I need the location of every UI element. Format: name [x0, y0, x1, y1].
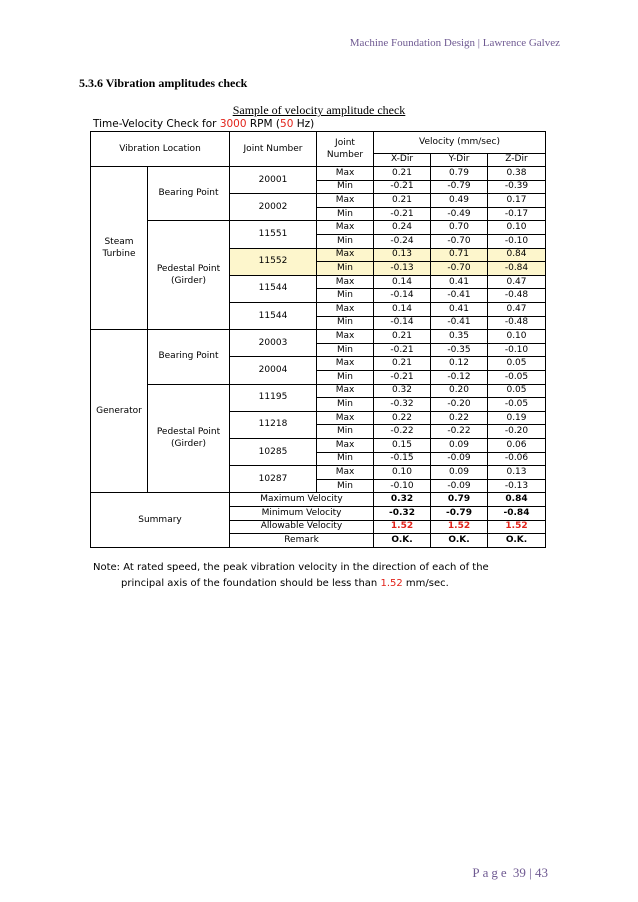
steam-turbine-pedestal-point: Pedestal Point (Girder) [148, 221, 230, 330]
velocity-cell: -0.12 [431, 371, 488, 385]
summary-max-value: 0.79 [431, 493, 488, 507]
header-z-dir: Z-Dir [488, 153, 546, 167]
velocity-cell: -0.20 [431, 398, 488, 412]
velocity-cell: 0.20 [431, 384, 488, 398]
min-label-cell: Min [317, 371, 374, 385]
velocity-cell: 0.21 [374, 167, 431, 181]
velocity-cell: 0.47 [488, 275, 546, 289]
velocity-cell: 0.15 [374, 438, 431, 452]
summary-allowable-value: 1.52 [374, 520, 431, 534]
min-label-cell: Min [317, 316, 374, 330]
steam-turbine-bearing-point: Bearing Point [148, 167, 230, 221]
velocity-cell: -0.21 [374, 180, 431, 194]
velocity-cell: -0.09 [431, 479, 488, 493]
table-header-row [91, 132, 546, 154]
max-label-cell: Max [317, 357, 374, 371]
joint-number-cell: 11195 [230, 384, 317, 411]
velocity-cell: -0.21 [374, 207, 431, 221]
table-row [91, 221, 546, 235]
velocity-cell: 0.35 [431, 330, 488, 344]
velocity-cell: 0.13 [488, 466, 546, 480]
min-label-cell: Min [317, 398, 374, 412]
min-label-cell: Min [317, 180, 374, 194]
min-label-cell: Min [317, 262, 374, 276]
velocity-cell: -0.21 [374, 343, 431, 357]
max-label-cell: Max [317, 248, 374, 262]
velocity-cell: 0.22 [431, 411, 488, 425]
velocity-cell: -0.49 [431, 207, 488, 221]
velocity-cell: 0.05 [488, 384, 546, 398]
section-heading: 5.3.6 Vibration amplitudes check [79, 76, 248, 90]
velocity-cell: -0.10 [488, 343, 546, 357]
velocity-cell: -0.05 [488, 398, 546, 412]
summary-max-label: Maximum Velocity [230, 493, 374, 507]
velocity-cell: 0.41 [431, 303, 488, 317]
min-label-cell: Min [317, 235, 374, 249]
velocity-cell: 0.17 [488, 194, 546, 208]
velocity-cell: -0.10 [374, 479, 431, 493]
table-row [91, 330, 546, 344]
note-allowable-value: 1.52 [380, 578, 403, 589]
max-label-cell: Max [317, 167, 374, 181]
joint-number-cell: 20004 [230, 357, 317, 384]
min-label-cell: Min [317, 207, 374, 221]
velocity-cell: 0.21 [374, 330, 431, 344]
max-label-cell: Max [317, 275, 374, 289]
velocity-cell: 0.05 [488, 357, 546, 371]
summary-remark-value: O.K. [488, 534, 546, 548]
summary-max-value: 0.84 [488, 493, 546, 507]
joint-number-cell: 20003 [230, 330, 317, 357]
velocity-cell: 0.24 [374, 221, 431, 235]
max-label-cell: Max [317, 466, 374, 480]
velocity-cell: 0.10 [488, 221, 546, 235]
joint-number-cell: 11218 [230, 411, 317, 438]
summary-min-value: -0.79 [431, 506, 488, 520]
max-label-cell: Max [317, 221, 374, 235]
velocity-cell: 0.21 [374, 194, 431, 208]
min-label-cell: Min [317, 425, 374, 439]
velocity-table [90, 131, 546, 548]
velocity-cell: -0.35 [431, 343, 488, 357]
header-joint-number: Joint Number [230, 132, 317, 167]
velocity-cell: -0.70 [431, 262, 488, 276]
table-note [93, 560, 489, 592]
joint-number-cell: 10285 [230, 438, 317, 465]
velocity-cell: 0.84 [488, 248, 546, 262]
table-title-prefix: Time-Velocity Check for [93, 118, 220, 130]
velocity-cell: 0.47 [488, 303, 546, 317]
max-label-cell: Max [317, 411, 374, 425]
location-steam-turbine: Steam Turbine [91, 167, 148, 330]
velocity-cell: 0.21 [374, 357, 431, 371]
table-title-suffix: Hz) [293, 118, 315, 130]
note-line-1: Note: At rated speed, the peak vibration velocity in the direction of each of the [93, 562, 489, 573]
velocity-cell: -0.84 [488, 262, 546, 276]
header-vibration-location: Vibration Location [91, 132, 230, 167]
velocity-cell: -0.06 [488, 452, 546, 466]
velocity-cell: -0.13 [488, 479, 546, 493]
min-label-cell: Min [317, 289, 374, 303]
header-x-dir: X-Dir [374, 153, 431, 167]
velocity-cell: 0.41 [431, 275, 488, 289]
table-row [91, 167, 546, 181]
joint-number-cell: 20001 [230, 167, 317, 194]
table-title [93, 118, 314, 130]
velocity-cell: 0.10 [488, 330, 546, 344]
velocity-cell: 0.13 [374, 248, 431, 262]
rpm-value: 3000 [219, 118, 247, 130]
velocity-cell: 0.19 [488, 411, 546, 425]
velocity-cell: 0.71 [431, 248, 488, 262]
max-label-cell: Max [317, 194, 374, 208]
summary-label: Summary [91, 493, 230, 547]
note-line-2-prefix: principal axis of the foundation should be less than [121, 578, 381, 589]
summary-allowable-value: 1.52 [488, 520, 546, 534]
min-label-cell: Min [317, 452, 374, 466]
velocity-cell: -0.32 [374, 398, 431, 412]
page-footer: Page 39 | 43 [472, 865, 548, 880]
page-number: 39 [512, 865, 526, 880]
velocity-cell: 0.14 [374, 275, 431, 289]
joint-number-cell: 10287 [230, 466, 317, 493]
velocity-cell: -0.15 [374, 452, 431, 466]
velocity-cell: 0.14 [374, 303, 431, 317]
joint-number-cell: 11552 [230, 248, 317, 275]
header-joint-number-2: Joint Number [317, 132, 374, 167]
summary-min-label: Minimum Velocity [230, 506, 374, 520]
velocity-cell: -0.24 [374, 235, 431, 249]
velocity-cell: -0.48 [488, 289, 546, 303]
note-line-2-suffix: mm/sec. [402, 578, 449, 589]
table-title-mid: RPM ( [246, 118, 281, 130]
velocity-cell: -0.21 [374, 371, 431, 385]
hz-value: 50 [280, 118, 294, 130]
summary-remark-label: Remark [230, 534, 374, 548]
velocity-cell: -0.09 [431, 452, 488, 466]
min-label-cell: Min [317, 343, 374, 357]
summary-allowable-label: Allowable Velocity [230, 520, 374, 534]
velocity-cell: -0.10 [488, 235, 546, 249]
velocity-cell: -0.79 [431, 180, 488, 194]
velocity-cell: 0.70 [431, 221, 488, 235]
figure-caption: Sample of velocity amplitude check [232, 103, 406, 117]
velocity-cell: 0.06 [488, 438, 546, 452]
note-line-2 [93, 576, 489, 592]
location-generator: Generator [91, 330, 148, 493]
max-label-cell: Max [317, 438, 374, 452]
generator-pedestal-point: Pedestal Point (Girder) [148, 384, 230, 493]
summary-max-value: 0.32 [374, 493, 431, 507]
velocity-cell: -0.13 [374, 262, 431, 276]
velocity-cell: -0.17 [488, 207, 546, 221]
velocity-cell: 0.09 [431, 438, 488, 452]
velocity-cell: 0.10 [374, 466, 431, 480]
velocity-cell: -0.48 [488, 316, 546, 330]
velocity-cell: 0.49 [431, 194, 488, 208]
summary-row [91, 493, 546, 507]
joint-number-cell: 11544 [230, 275, 317, 302]
min-label-cell: Min [317, 479, 374, 493]
velocity-cell: 0.38 [488, 167, 546, 181]
joint-number-cell: 20002 [230, 194, 317, 221]
max-label-cell: Max [317, 303, 374, 317]
velocity-cell: -0.41 [431, 289, 488, 303]
velocity-cell: -0.39 [488, 180, 546, 194]
page-label: Page [472, 865, 510, 880]
velocity-cell: 0.22 [374, 411, 431, 425]
velocity-cell: -0.70 [431, 235, 488, 249]
velocity-cell: 0.09 [431, 466, 488, 480]
velocity-cell: 0.12 [431, 357, 488, 371]
max-label-cell: Max [317, 384, 374, 398]
velocity-cell: -0.41 [431, 316, 488, 330]
velocity-table-body [91, 132, 546, 548]
joint-number-cell: 11551 [230, 221, 317, 248]
summary-min-value: -0.84 [488, 506, 546, 520]
table-row [91, 384, 546, 398]
page-header: Machine Foundation Design | Lawrence Galvez [349, 37, 560, 49]
velocity-cell: 0.32 [374, 384, 431, 398]
summary-allowable-value: 1.52 [431, 520, 488, 534]
velocity-cell: -0.20 [488, 425, 546, 439]
joint-number-cell: 11544 [230, 303, 317, 330]
velocity-cell: -0.05 [488, 371, 546, 385]
summary-min-value: -0.32 [374, 506, 431, 520]
velocity-cell: 0.79 [431, 167, 488, 181]
header-velocity: Velocity (mm/sec) [374, 132, 546, 154]
page-total: 43 [535, 865, 548, 880]
summary-remark-value: O.K. [374, 534, 431, 548]
max-label-cell: Max [317, 330, 374, 344]
generator-bearing-point: Bearing Point [148, 330, 230, 384]
velocity-cell: -0.14 [374, 316, 431, 330]
velocity-cell: -0.22 [431, 425, 488, 439]
velocity-cell: -0.22 [374, 425, 431, 439]
velocity-cell: -0.14 [374, 289, 431, 303]
header-y-dir: Y-Dir [431, 153, 488, 167]
summary-remark-value: O.K. [431, 534, 488, 548]
